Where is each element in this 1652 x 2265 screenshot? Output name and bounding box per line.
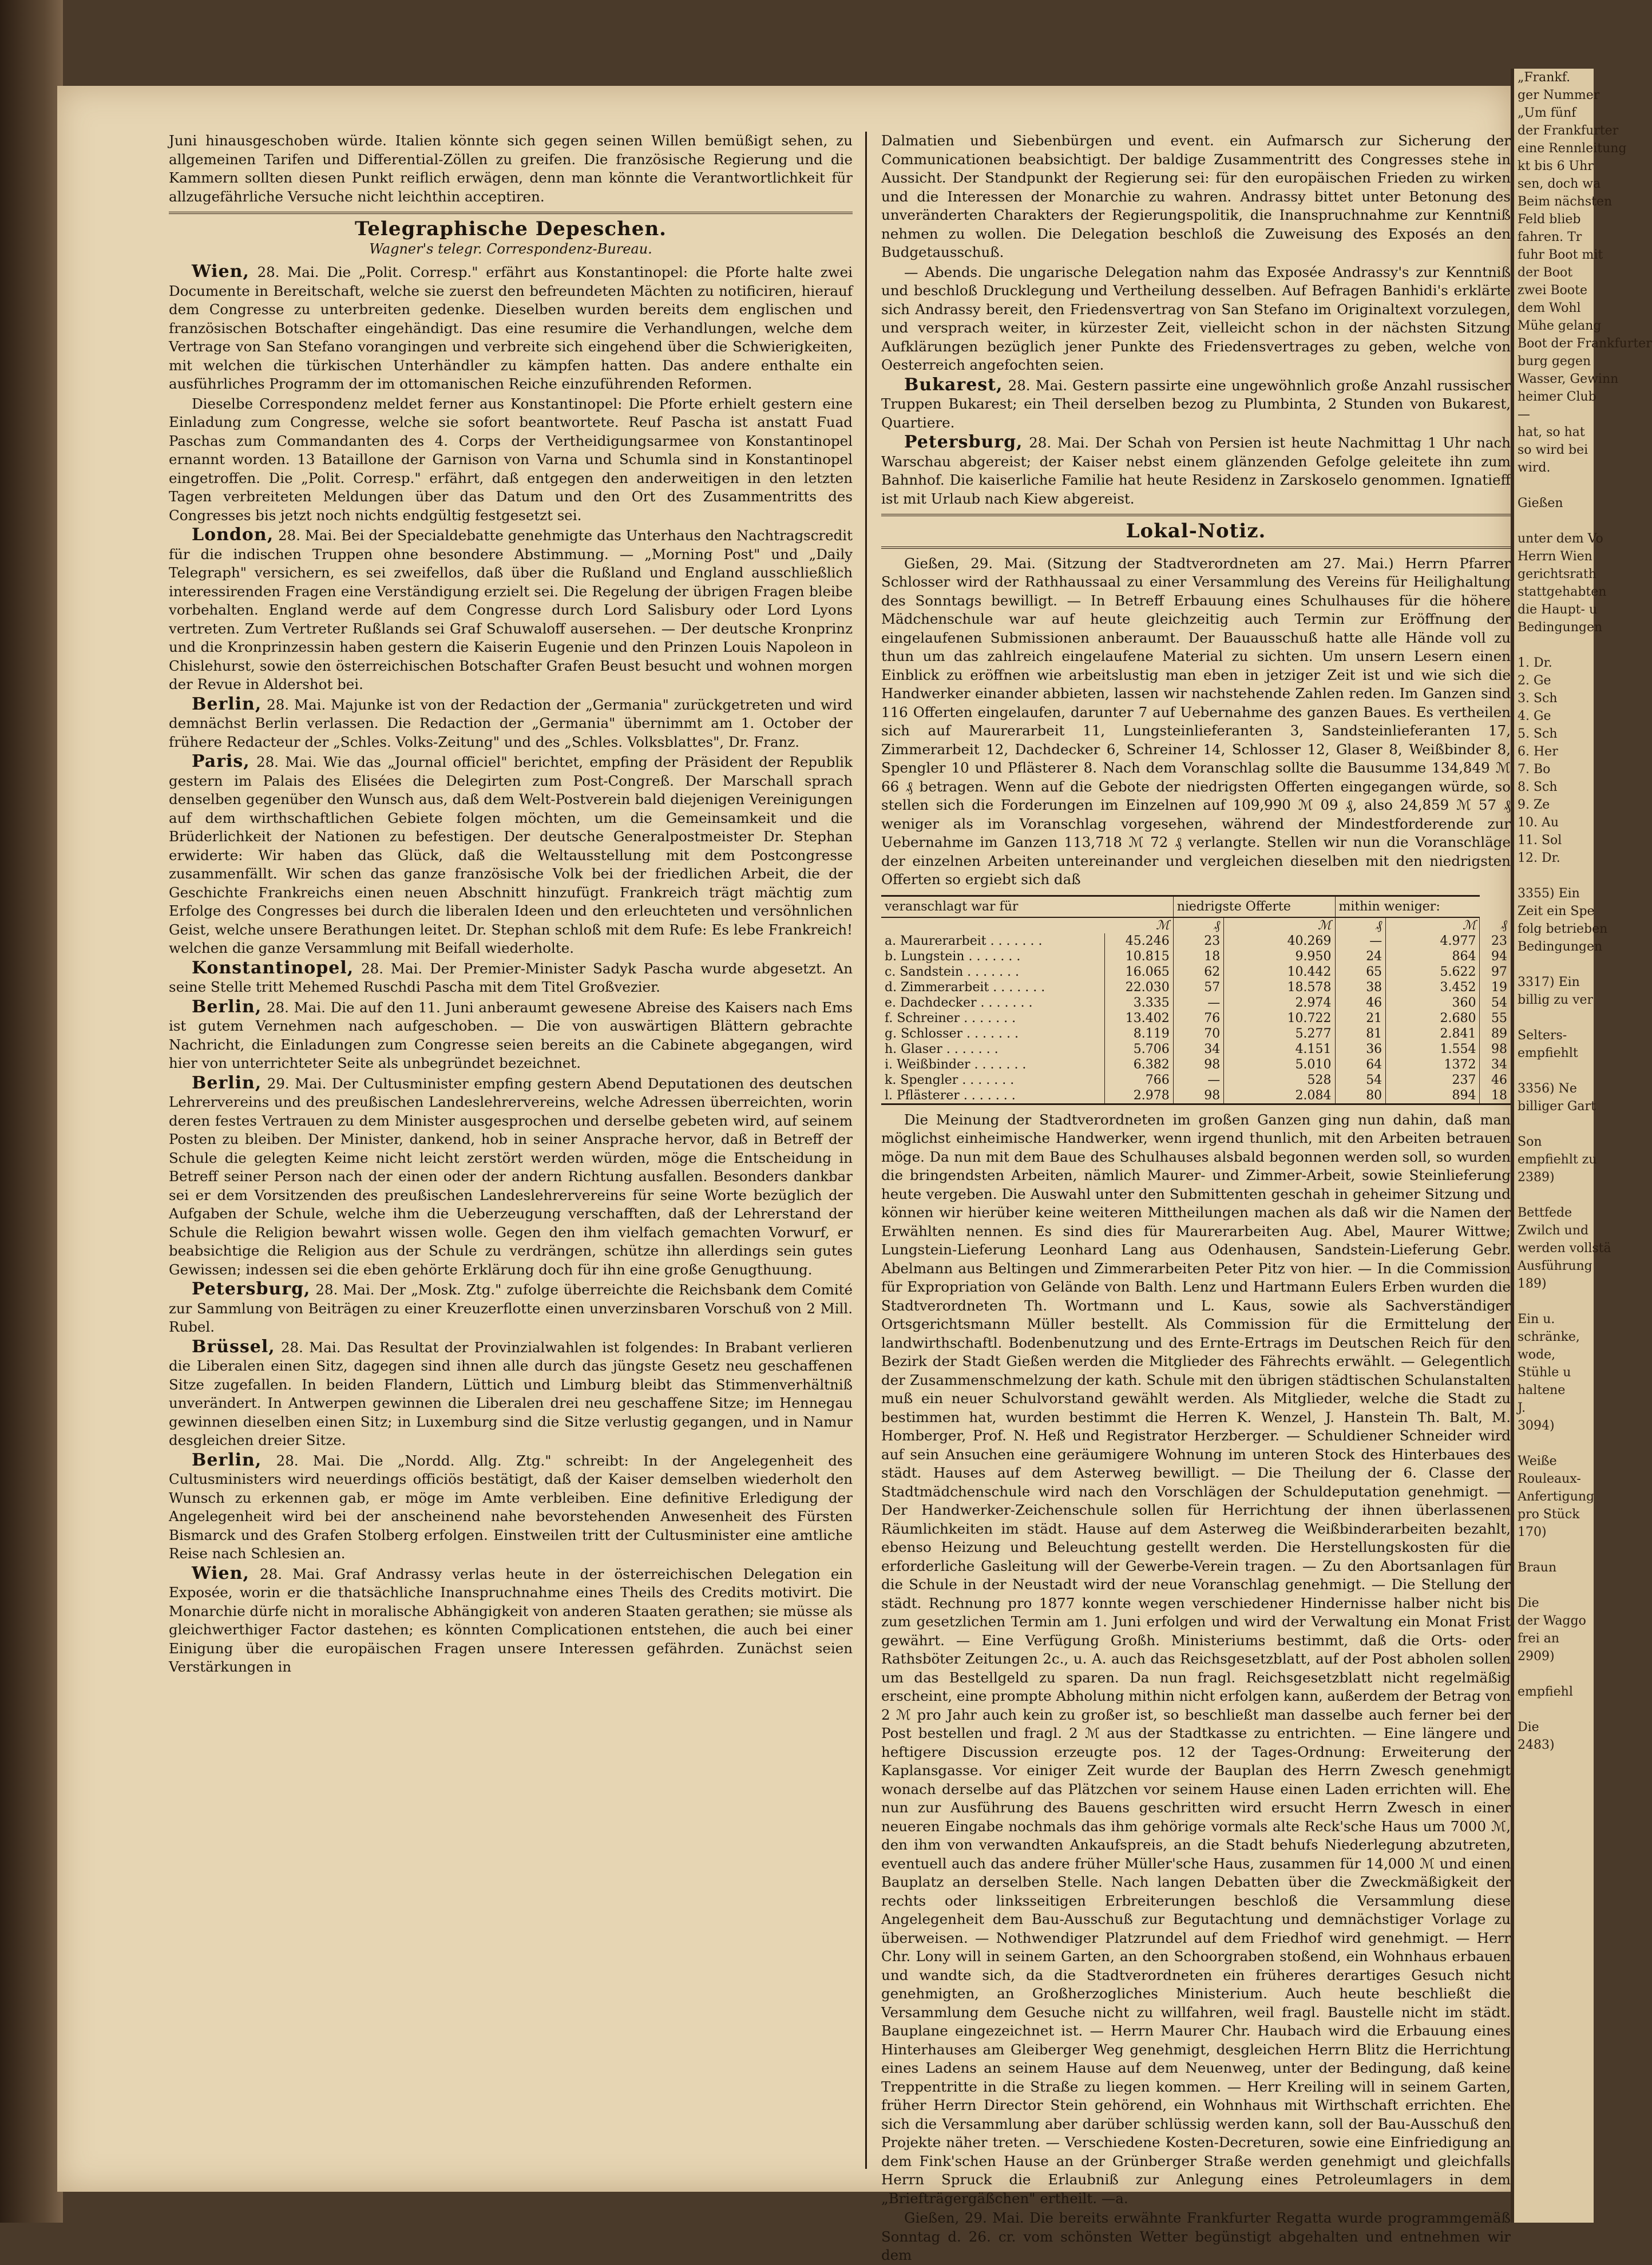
fragment-line: pro Stück	[1518, 1507, 1580, 1522]
dispatch-paragraph	[169, 753, 853, 958]
fragment-line: schränke,	[1518, 1330, 1580, 1344]
row-label: g. Schlosser . . . . . . .	[885, 1026, 1019, 1041]
fragment-line: —	[1518, 407, 1530, 422]
fragment-line: wird.	[1518, 461, 1551, 475]
cell-mw-p: 19	[1480, 980, 1511, 995]
fragment-line	[1514, 636, 1594, 654]
header-niedrigste: niedrigste Offerte	[1173, 896, 1335, 917]
unit-cell: ₰	[1173, 917, 1224, 933]
fragment-line: frei an	[1518, 1632, 1559, 1646]
fragment-line: dem Wohl	[1518, 301, 1581, 315]
fragment-line	[1514, 1062, 1594, 1080]
fragment-line	[1514, 1435, 1594, 1452]
cell-mw-p: 54	[1480, 995, 1511, 1011]
fragment-line: Braun	[1518, 1561, 1557, 1575]
fragment-line	[1514, 1293, 1594, 1310]
row-key: h.	[885, 1042, 897, 1056]
cell-va-p: 98	[1173, 1088, 1224, 1104]
dispatch-place: Petersburg,	[192, 1279, 311, 1299]
fragment-line	[1514, 1701, 1594, 1718]
fragment-line: sen, doch wa	[1518, 177, 1601, 191]
row-item: Maurerarbeit	[900, 933, 987, 948]
row-item: Schlosser	[901, 1026, 963, 1041]
row-label: h. Glaser . . . . . . .	[885, 1042, 999, 1056]
fragment-line: Rouleaux-	[1518, 1472, 1581, 1486]
fragment-line: heimer Club	[1518, 390, 1596, 404]
cell-no-p: 24	[1335, 949, 1386, 964]
fragment-line: Mühe gelang	[1518, 319, 1602, 333]
telegraph-subheading: Wagner's telegr. Correspondenz-Bureau.	[369, 240, 652, 257]
fragment-line	[1514, 1186, 1594, 1204]
cell-no-p: 81	[1335, 1026, 1386, 1042]
dispatch-paragraph	[169, 695, 853, 752]
fragment-line: 5. Sch	[1518, 727, 1558, 741]
dispatch-place: Berlin,	[192, 996, 262, 1017]
cell-va-m: 45.246	[1104, 933, 1173, 949]
unit-row	[881, 917, 1511, 933]
row-key: b.	[885, 949, 897, 964]
fragment-line: eine Rennleitung	[1518, 141, 1627, 156]
fragment-line: Boot der Frankfurter	[1518, 336, 1652, 351]
fragment-line: kt bis 6 Uhr	[1518, 159, 1594, 173]
dispatch-text: 28. Mai. Die auf den 11. Juni anberaumt gewesene Abreise des Kaisers nach Ems ist gutem Vernehmen nach aufgeschoben. — Die von auswärtigen Blättern gebrachte Nachricht, die Einladungen zum Congresse seien bereits an die Cabinete abgegangen, wird hier von unterrichteter Seite als unbegründet bezeichnet.	[169, 999, 853, 1071]
fragment-line: 11. Sol	[1518, 833, 1562, 848]
fragment-line: Wasser, Gewinn	[1518, 372, 1619, 386]
row-item: Pflästerer	[897, 1088, 960, 1103]
dispatch-text: Dieselbe Correspondenz meldet ferner aus Konstantinopel: Die Pforte erhielt gestern eine Einladung zum Congresse, welche sie sofort beantwortete. Reuf Pascha ist anstatt Fuad Paschas zum Commandanten des 4. Corps der Vertheidigungsarmee von Konstantinopel ernannt worden. 13 Bataillone der Garnison von Varna und Schumla sind in Konstantinopel eingetroffen. Die „Polit. Corresp." erfährt, daß entgegen den anderweitigen in den letzten Tagen verbreiteten Meldungen über das Datum und den Ort des Zusammentritts des Congresses bis jetzt noch nichts endgültig festgesetzt sei.	[169, 395, 853, 524]
cell-va-p: —	[1173, 995, 1224, 1011]
fragment-line: 2. Ge	[1518, 674, 1551, 688]
fragment-line: J.	[1518, 1401, 1526, 1415]
row-key: l.	[885, 1088, 893, 1103]
fragment-line: Bedingungen	[1518, 940, 1603, 954]
fragment-line: Selters-	[1518, 1028, 1567, 1043]
fragment-line	[1514, 867, 1594, 885]
row-label: i. Weißbinder . . . . . . .	[885, 1057, 1027, 1072]
cell-va-m: 766	[1104, 1072, 1173, 1088]
cell-va-p: 62	[1173, 964, 1224, 980]
row-item: Spengler	[900, 1072, 958, 1087]
left-column	[169, 132, 853, 2169]
row-item: Dachdecker	[900, 995, 977, 1010]
fragment-line: Die	[1518, 1720, 1539, 1735]
row-key: i.	[885, 1057, 893, 1072]
fragment-line: Ein u.	[1518, 1312, 1555, 1326]
cell-va-m: 6.382	[1104, 1057, 1173, 1072]
row-label: l. Pflästerer . . . . . . .	[881, 1088, 1104, 1104]
cell-no-m: 2.974	[1224, 995, 1335, 1011]
cell-va-p: 57	[1173, 980, 1224, 995]
fragment-line: Die	[1518, 1596, 1539, 1610]
unit-cell: ₰	[1335, 917, 1386, 933]
row-item: Weißbinder	[897, 1057, 970, 1072]
fragment-line: folg betrieben	[1518, 922, 1608, 936]
cell-va-m: 16.065	[1104, 964, 1173, 980]
cell-no-p: —	[1335, 933, 1386, 949]
cell-no-m: 5.277	[1224, 1026, 1335, 1042]
cell-no-m: 528	[1224, 1072, 1335, 1088]
row-key: e.	[885, 995, 897, 1010]
row-key: d.	[885, 980, 897, 995]
row-item: Sandstein	[900, 964, 964, 979]
fragment-line	[1514, 477, 1594, 494]
cell-mw-m: 4.977	[1386, 933, 1480, 949]
fragment-line: burg gegen	[1518, 354, 1591, 369]
fragment-line: 3. Sch	[1518, 691, 1558, 706]
dispatch-place: Paris,	[192, 751, 250, 771]
cell-va-m: 10.815	[1104, 949, 1173, 964]
fragment-line: 9. Ze	[1518, 798, 1550, 812]
fragment-line: Zwilch und	[1518, 1223, 1589, 1238]
newspaper-page	[57, 86, 1511, 2263]
cell-va-m: 8.119	[1104, 1026, 1173, 1042]
dispatch-text: 28. Mai. Bei der Specialdebatte genehmigte das Unterhaus den Nachtragscredit für die indischen Truppen ohne besondere Abstimmung. — „Morning Post" und „Daily Telegraph" versichern, es sei zweifellos, daß über die Rußland und England ausschließlich interessirenden Fragen eine Verständigung erzielt sei. Die Regelung der übrigen Fragen bleibe vorbehalten. England werde auf dem Congresse durch Lord Salisbury oder Lord Lyons vertreten. Zum Vertreter Rußlands sei Graf Schuwaloff ausersehen. — Der deutsche Kronprinz und die Kronprinzessin haben gestern die Kaiserin Eugenie und den Prinzen Louis Napoleon in Chislehurst, sowie den österreichischen Botschafter Grafen Beust besucht und wohnen morgen der Revue in Aldershot bei.	[169, 527, 853, 692]
cell-mw-p: 98	[1480, 1042, 1511, 1057]
fragment-line: so wird bei	[1518, 443, 1588, 457]
row-key: a.	[885, 933, 897, 948]
cell-mw-p: 34	[1480, 1057, 1511, 1072]
fragment-line: Bedingungen	[1518, 620, 1603, 635]
cell-mw-p: 23	[1480, 933, 1511, 949]
table-row	[881, 949, 1511, 964]
fragment-line: 10. Au	[1518, 815, 1559, 830]
dispatch-text: 29. Mai. Der Cultusminister empfing gestern Abend Deputationen des deutschen Lehrervereins und des preußischen Landeslehrervereins, welche Adressen überreichten, worin deren festes Vertrauen zu dem Minister ausgesprochen und derselbe gebeten wird, auf seinem Posten zu bleiben. Der Minister, dankend, hob in seiner Ansprache hervor, daß in Betreff der Schule die gelegten Keime nicht leicht zerstört werden würden, möge die Entscheidung in Betreff seiner Person nach der einen oder der andern Richtung ausfallen. Besonders dankbar sei er dem Vorsitzenden des preußischen Landeslehrervereins für seine Worte bezüglich der Aufgaben der Schule, welche ihm die Ueberzeugung verschafften, daß der Lehrerstand der Schule die Religion bewahrt wissen wolle. Gegen den ihm vielfach gemachten Vorwurf, er beabsichtige die Religion aus der Schule zu verdrängen, schütze ihn allerdings sein gutes Gewissen; indessen sei die eben gehörte Erklärung doch für ihn eine große Genugthuung.	[169, 1075, 853, 1278]
cell-va-m: 2.978	[1104, 1088, 1173, 1104]
unit-cell: ₰	[1480, 917, 1511, 933]
dispatch-place: London,	[192, 525, 274, 545]
table-row	[881, 980, 1511, 995]
fragment-line: Beim nächsten	[1518, 195, 1613, 209]
fragment-line: 2909)	[1518, 1649, 1555, 1664]
fragment-line: empfiehlt zu	[1518, 1153, 1597, 1167]
cell-mw-p: 55	[1480, 1011, 1511, 1026]
adjacent-page-fragment	[1511, 69, 1652, 2223]
fragment-line: 1. Dr.	[1518, 656, 1552, 670]
fragment-line: werden vollstä	[1518, 1241, 1611, 1256]
cost-table-body	[881, 917, 1511, 1104]
cell-va-p: 70	[1173, 1026, 1224, 1042]
dispatch-text: 28. Mai. Der Premier-Minister Sadyk Pascha wurde abgesetzt. An seine Stelle tritt Mehemed Ruschdi Pascha mit dem Titel Großvezier.	[169, 960, 853, 995]
row-label: f. Schreiner . . . . . . .	[885, 1011, 1016, 1025]
cell-mw-m: 3.452	[1386, 980, 1480, 995]
section-rule	[169, 212, 853, 214]
fragment-line: 170)	[1518, 1525, 1547, 1539]
fragment-line: Feld blieb	[1518, 212, 1581, 227]
table-row	[881, 1042, 1511, 1057]
fragment-line: Weiße	[1518, 1454, 1557, 1468]
row-label: e. Dachdecker . . . . . . .	[885, 995, 1033, 1010]
row-label: b. Lungstein . . . . . . .	[885, 949, 1021, 964]
fragment-line: 7. Bo	[1518, 762, 1551, 777]
table-row	[881, 1088, 1511, 1104]
fragment-line: Gießen	[1518, 496, 1563, 510]
unit-cell: ℳ	[1386, 917, 1480, 933]
dispatch-paragraph	[169, 395, 853, 525]
fragment-line: 3094)	[1518, 1419, 1555, 1433]
column-divider	[865, 132, 867, 2169]
dispatch-paragraph	[169, 1074, 853, 1280]
dispatch-list	[169, 263, 853, 1677]
unit-spacer	[881, 917, 1104, 933]
fragment-line: der Waggo	[1518, 1614, 1586, 1628]
dispatch-place: Berlin,	[192, 1450, 262, 1470]
dispatch-text: 28. Mai. Wie das „Journal officiel" berichtet, empfing der Präsident der Republik gestern im Palais des Elisées die Delegirten zum Post-Congreß. Der Marschall sprach denselben gegenüber den Wunsch aus, daß dem Welt-Postverein bald diejenigen Vereinigungen auf dem wirthschaftlichen Gebiete folgen möchten, um die Gemeinsamkeit und die Brüderlichkeit der Nationen zu befestigen. Der deutsche Generalpostmeister Dr. Stephan erwiderte: Wir haben das Glück, daß die Weltausstellung mit dem Postcongresse zusammenfällt. Wir schen das ganze französische Volk bei der friedlichen Arbeit, die der Geschichte Frankreichs einen neuen Abschnitt hinzufügt. Frankreich trägt mächtig zum Erfolge des Congresses bei durch die liberalen Ideen und den erleuchteten und versöhnlichen Geist, welche unsere Berathungen leitet. Dr. Stephan schloß mit dem Rufe: Es lebe Frankreich! welchen die ganze Versammlung mit Beifall wiederholte.	[169, 754, 853, 956]
dispatch-place: Konstantinopel,	[192, 957, 354, 978]
row-label: d. Zimmerarbeit . . . . . . .	[885, 980, 1045, 995]
fragment-line: 3356) Ne	[1518, 1082, 1577, 1096]
cell-mw-p: 94	[1480, 949, 1511, 964]
unit-cell: ℳ	[1156, 918, 1170, 933]
cell-no-m: 4.151	[1224, 1042, 1335, 1057]
cell-va-m: 3.335	[1104, 995, 1173, 1011]
cell-mw-m: 2.841	[1386, 1026, 1480, 1042]
intro-paragraph: Juni hinausgeschoben würde. Italien könnte sich gegen seinen Willen bemüßigt sehen, zu allgemeinen Tarifen und Differential-Zöllen zu greifen. Die französische Regierung und die Kammern sollten diesen Punkt reiflich erwägen, denn man könnte die Verantwortlichkeit für allzugefährliche Versuche nicht leichthin acceptiren.	[169, 132, 853, 205]
section-rule-local	[881, 514, 1511, 516]
fragment-line: stattgehabten	[1518, 585, 1607, 599]
cell-no-p: 36	[1335, 1042, 1386, 1057]
dispatch-paragraph	[881, 433, 1511, 508]
fragment-line: 189)	[1518, 1277, 1547, 1291]
table-row	[881, 1057, 1511, 1072]
fragment-line	[1514, 1541, 1594, 1559]
fragment-line: billig zu ver	[1518, 993, 1594, 1007]
cell-va-p: 76	[1173, 1011, 1224, 1026]
dispatch-place: Berlin,	[192, 694, 262, 714]
cell-no-p: 54	[1335, 1072, 1386, 1088]
fragment-line: Anfertigung	[1518, 1490, 1595, 1504]
fragment-line: der Frankfurter	[1518, 124, 1619, 138]
dispatch-text: 28. Mai. Der „Mosk. Ztg." zufolge überreichte die Reichsbank dem Comité zur Sammlung von Beiträgen zu einer Kreuzerflotte einen unverzinsbaren Vorschuß von 2 Mill. Rubel.	[169, 1281, 853, 1335]
row-key: c.	[885, 964, 896, 979]
cell-no-p: 65	[1335, 964, 1386, 980]
dispatch-paragraph	[169, 1338, 853, 1450]
table-row	[881, 995, 1511, 1011]
right-column	[881, 132, 1511, 2263]
abends-paragraph: — Abends. Die ungarische Delegation nahm das Exposée Andrassy's zur Kenntniß und beschloß Drucklegung und Vertheilung desselben. Auf Befragen Banhidi's erklärte sich Andrassy bereit, den Friedensvertrag von San Stefano im Originaltext vorzulegen, und versprach weiter, in kürzester Zeit, vielleicht schon in der nächsten Sitzung Aufklärungen bezüglich jener Punkte des Friedensvertrages zu geben, welche von Oesterreich angefochten seien.	[881, 263, 1511, 373]
fragment-line: Zeit ein Spe	[1518, 904, 1595, 918]
fragment-line: 12. Dr.	[1518, 851, 1560, 865]
fragment-line: 3317) Ein	[1518, 975, 1580, 989]
dispatch-text: 28. Mai. Graf Andrassy verlas heute in der österreichischen Delegation ein Exposée, worin er die thatsächliche Inanspruchnahme eines Theils des Credits motivirt. Die Monarchie dürfe nicht in moralische Abhängigkeit von anderen Staaten gerathen; sie müsse als gleichwerthiger Factor dastehen; es könnten Complicationen entstehen, die auch bei einer Einigung über die europäischen Fragen unsere Interessen gefährden. Zunächst seien Verstärkungen in	[169, 1565, 853, 1675]
cell-mw-m: 1372	[1386, 1057, 1480, 1072]
fragment-line: Herrn Wien	[1518, 549, 1592, 564]
dispatch-paragraph	[169, 1451, 853, 1563]
fragment-line: 3355) Ein	[1518, 886, 1580, 901]
local-intro: Gießen, 29. Mai. (Sitzung der Stadtverordneten am 27. Mai.) Herrn Pfarrer Schlosser wird der Rathhaussaal zu einer Versammlung des Vereins für Heilighaltung des Sonntags bewilligt. — In Betreff Erbauung eines Schulhauses für die höhere Mädchenschule war auf heute gleichzeitig auch Termin zur Eröffnung der eingelaufenen Submissionen anberaumt. Der Bauausschuß hatte alle Hände voll zu thun um das zahlreich eingelaufene Material zu sichten. Um unsern Lesern einen Einblick zu eröffnen wie arbeitslustig man eben in jetziger Zeit ist und wie sich die Handwerker einander abbieten, lassen wir nachstehende Zahlen reden. Im Ganzen sind 116 Offerten eingelaufen, darunter 7 auf Uebernahme des ganzen Baues. Es vertheilen sich auf Maurerarbeit 11, Lungsteinlieferanten 3, Sandsteinlieferanten 17, Zimmerarbeit 12, Dachdecker 6, Schreiner 14, Schlosser 12, Glaser 8, Weißbinder 8, Spengler 10 und Pflästerer 8. Nach dem Voranschlag sollte die Bausumme 134,849 ℳ 66 ₰ betragen. Wenn auf die Gebote der niedrigsten Offerten eingegangen würde, so stellen sich die Forderungen im Einzelnen auf 109,990 ℳ 09 ₰, also 24,859 ℳ 57 ₰ weniger als im Voranschlag vorgesehen, während der Mindestforderende zur Uebernahme im Ganzen 113,718 ℳ 72 ₰ verlangte. Stellen wir nun die Voranschläge der einzelnen Arbeiten untereinander und vergleichen dieselben mit den niedrigsten Offerten so ergiebt sich daß	[881, 555, 1511, 888]
dispatch-paragraph	[881, 376, 1511, 433]
cell-mw-m: 1.554	[1386, 1042, 1480, 1057]
row-item: Zimmerarbeit	[901, 980, 989, 995]
fragment-line: Son	[1518, 1135, 1542, 1149]
cell-no-m: 10.442	[1224, 964, 1335, 980]
dispatch-place: Petersburg,	[904, 432, 1023, 452]
fragment-line: haltene	[1518, 1383, 1566, 1397]
dispatch-text: 28. Mai. Gestern passirte eine ungewöhnlich große Anzahl russischer Truppen Bukarest; ein Theil derselben bezog zu Plumbinta, 2 Stunden von Bukarest, Quartiere.	[881, 377, 1511, 431]
cell-va-p: 98	[1173, 1057, 1224, 1072]
dispatch-place: Wien,	[192, 1563, 249, 1583]
fragment-line: billiger Gart	[1518, 1099, 1596, 1114]
cell-no-p: 46	[1335, 995, 1386, 1011]
cell-no-p: 21	[1335, 1011, 1386, 1026]
fragment-line: der Boot	[1518, 266, 1573, 280]
section-rule-local-2	[881, 547, 1511, 549]
cell-no-m: 18.578	[1224, 980, 1335, 995]
fragment-line: ger Nummer	[1518, 88, 1600, 102]
cell-no-p: 64	[1335, 1057, 1386, 1072]
cell-va-m: 13.402	[1104, 1011, 1173, 1026]
row-label: a. Maurerarbeit . . . . . . .	[885, 933, 1043, 948]
dispatch-text: 28. Mai. Die „Polit. Corresp." erfährt aus Konstantinopel: die Pforte halte zwei Documente in Bereitschaft, welche sie zuerst den befreundeten Mächten zu notificiren, hierauf dem Congresse zu unterbreiten gedenke. Dieselben wurden bereits dem englischen und französischen Botschafter eingehändigt. Das eine resumire die Verhandlungen, welche dem Vertrage von San Stefano vorangingen und verbreite sich eingehend über die Schwierigkeiten, mit welchen die türkischen Unterhändler zu kämpfen hatten. Das andere enthalte ein ausführliches Programm der im ottomanischen Reiche einzuführenden Reformen.	[169, 264, 853, 392]
dispatch-text: 28. Mai. Die „Nordd. Allg. Ztg." schreibt: In der Angelegenheit des Cultusministers wird neuerdings officiös bestätigt, daß der Kaiser demselben wiederholt den Wunsch zu erkennen gab, er möge im Amte verbleiben. Eine definitive Erledigung der Angelegenheit wird bei der anscheinend nahe bevorstehenden Anwesenheit des Fürsten Bismarck und des Grafen Stolberg erfolgen. Einstweilen tritt der Cultusminister eine amtliche Reise nach Schlesien an.	[169, 1452, 853, 1562]
continuation-paragraph: Dalmatien und Siebenbürgen und event. ein Aufmarsch zur Sicherung der Communicationen beabsichtigt. Der baldige Zusammentritt des Congresses stehe in Aussicht. Der Standpunkt der Regierung sei: für den europäischen Frieden zu wirken und die Interessen der Monarchie zu wahren. Andrassy bittet unter Betonung des unveränderten Charakters der Regierungspolitik, die Inanspruchnahme zur Kenntniß nehmen zu wollen. Die Delegation beschloß die Zuweisung des Exposés an den Budgetausschuß.	[881, 132, 1511, 260]
fragment-line	[1514, 1665, 1594, 1683]
cell-no-m: 10.722	[1224, 1011, 1335, 1026]
row-item: Schreiner	[897, 1011, 960, 1025]
cell-va-p: —	[1173, 1072, 1224, 1088]
dispatch-text: 28. Mai. Majunke ist von der Redaction der „Germania" zurückgetreten und wird demnächst Berlin verlassen. Die Redaction der „Germania" übernimmt am 1. October der frühere Redacteur der „Schles. Volks-Zeitung" und des „Schles. Volksblattes", Dr. Franz.	[169, 696, 853, 750]
cell-va-m: 5.706	[1104, 1042, 1173, 1057]
fragment-line: Bettfede	[1518, 1206, 1572, 1220]
cell-mw-m: 2.680	[1386, 1011, 1480, 1026]
cell-mw-p: 46	[1480, 1072, 1511, 1088]
fragment-line: 6. Her	[1518, 745, 1558, 759]
dispatch-paragraph	[169, 1565, 853, 1677]
cell-no-m: 9.950	[1224, 949, 1335, 964]
cell-mw-m: 894	[1386, 1088, 1480, 1104]
fragment-line: die Haupt- u	[1518, 603, 1598, 617]
cell-va-p: 23	[1173, 933, 1224, 949]
cell-no-p: 38	[1335, 980, 1386, 995]
dispatch-place: Brüssel,	[192, 1336, 275, 1357]
cell-mw-p: 97	[1480, 964, 1511, 980]
row-key: k.	[885, 1072, 897, 1087]
row-item: Glaser	[901, 1042, 942, 1056]
cell-va-p: 18	[1173, 949, 1224, 964]
dispatch-list-right	[881, 376, 1511, 509]
row-key: f.	[885, 1011, 893, 1025]
telegraph-heading: Telegraphische Depeschen.	[354, 217, 667, 240]
table-row	[881, 1026, 1511, 1042]
fragment-line: 4. Ge	[1518, 709, 1551, 723]
table-row	[881, 1072, 1511, 1088]
cell-no-m: 40.269	[1224, 933, 1335, 949]
fragment-line: 2389)	[1518, 1170, 1555, 1185]
fragment-line: zwei Boote	[1518, 283, 1587, 298]
fragment-line	[1514, 956, 1594, 973]
fragment-line: unter dem Vo	[1518, 532, 1603, 546]
cell-mw-m: 360	[1386, 995, 1480, 1011]
header-weniger: mithin weniger:	[1335, 896, 1480, 917]
header-veranschlagt: veranschlagt war für	[881, 896, 1173, 917]
cell-va-p: 34	[1173, 1042, 1224, 1057]
fragment-line: empfiehl	[1518, 1685, 1573, 1699]
fragment-line: „Frankf.	[1518, 70, 1571, 85]
dispatch-place: Berlin,	[192, 1072, 262, 1093]
fragment-line: fahren. Tr	[1518, 230, 1582, 244]
fragment-line: fuhr Boot mit	[1518, 248, 1603, 262]
local-body: Die Meinung der Stadtverordneten im großen Ganzen ging nun dahin, daß man möglichst einheimische Handwerker, wenn irgend thunlich, mit den Arbeiten betrauen möge. Da nun mit dem Baue des Schulhauses alsbald begonnen werden soll, so wurden die bringendsten Arbeiten, nämlich Maurer- und Zimmer-Arbeit, sowie Steinlieferung heute vergeben. Die Auswahl unter den Submittenten geschah in geheimer Sitzung und können wir hierüber keine weiteren Mittheilungen machen als daß wir die Namen der Erwählten nennen. Es sind dies für Maurerarbeiten Aug. Abel, Maurer Wittwe; Lungstein-Lieferung Leonhard Lang aus Odenhausen, Sandstein-Lieferung Gebr. Abelmann aus Beltingen und Zimmerarbeiten Peter Pitz von hier. — In die Commission für Expropriation von Gelände von Balth. Lenz und Hartmann Eulers Erben wurden die Stadtverordneten Th. Wortmann und L. Kaus, sowie als Sachverständiger Ortsgerichtsmann Müller bestellt. Als Commission für die Ermittelung der landwirthschaftl. Bodenbenutzung und des Ernte-Ertrags im Deutschen Reich für den Bezirk der Stadt Gießen werden die Mitglieder des Fährechts erwählt. — Gelegentlich der Zusammenschmelzung der kath. Schule mit den übrigen städtischen Schulanstalten muß ein neuer Schulvorstand gewählt werden. Als Mitglieder, welche die Stadt zu bestimmen hat, wurden bestimmt die Herren K. Wenzel, J. Hanstein Th. Balt, M. Homberger, Prof. N. Heß und Registrator Herzberger. — Schuldiener Schneider wird auf sein Ansuchen eine geräumigere Wohnung im unteren Stock des Hinterbaues des städt. Hauses auf dem Asterweg bewilligt. — Die Theilung der 6. Classe der Stadtmädchenschule wird nach den Vorschlägen der Schuldeputation genehmigt. — Der Handwerker-Zeichenschule sollen für Herrichtung der ihnen überlassenen Räumlichkeiten im städt. Hause auf dem Asterweg die Weißbinderarbeiten bezahlt, ebenso Heizung und Beleuchtung gestellt werden. Die Herstellungskosten für die erforderliche Gasleitung will der Gewerbe-Verein tragen. — Zu den Abortsanlagen für die Schule in der Neustadt wird der neue Voranschlag genehmigt. — Die Stellung der städt. Rechnung pro 1877 konnte wegen verschiedener Hindernisse halber nicht bis zum gesetzlichen Termin am 1. Juni erfolgen und wird der Verwaltung ein Monat Frist gewährt. — Eine Verfügung Großh. Ministeriums bestimmt, daß die Orts- oder Rathsböter Zeitungen 2c., u. A. auch das Reichsgesetzblatt, auf der Post abholen sollen um das Bestellgeld zu sparen. Da nun fragl. Reichsgesetzblatt nicht regelmäßig erscheint, eine prompte Abholung mithin nicht erfolgen kann, außerdem der Betrag von 2 ℳ pro Jahr auch kein zu großer ist, so beschließt man dasselbe auch ferner bei der Post bestellen und fragl. 2 ℳ aus der Stadtkasse zu entrichten. — Eine längere und heftigere Discussion erzeugte pos. 12 der Tages-Ordnung: Erweiterung der Kaplansgasse. Vor einiger Zeit wurde der Bauplan des Herrn Zwesch genehmigt wonach derselbe auf das Plätzchen vor seinem Hause einen Laden errichten will. Ehe nun zur Ausführung des Bauens geschritten wird ersucht Herrn Zwesch in einer neueren Eingabe nochmals das ihm gehörige vormals alte Reck'sche Haus um 7000 ℳ, den ihm von verwandten Ankaufspreis, an die Stadt behufs Niederlegung abzutreten, eventuell auch das andere früher Müller'sche Haus, zusammen für 14,000 ℳ und einen Bauplatz an derselben Stelle. Nach langen Debatten über die Zweckmäßigkeit der rechts oder linksseitigen Erbreiterungen beschloß die Versammlung diese Angelegenheit dem Bau-Ausschuß zur Begutachtung und demnächstiger Vorlage zu überweisen. — Nothwendiger Platzrundel auf dem Friedhof wird genehmigt. — Herr Chr. Lony will in seinem Garten, an den Schoorgraben stoßend, ein Wohnhaus erbauen und wandte sich, da die Stadtverordneten ein früheres derartiges Gesuch nicht genehmigten, an Großherzogliches Ministerium. Auch heute beschließt die Versammlung dem Gesuche nicht zu willfahren, weil fragl. Baustelle nicht im städt. Bauplane eingezeichnet ist. — Herrn Maurer Chr. Haubach wird die Erbauung eines Hinterhauses am Gleiberger Weg genehmigt, desgleichen Herrn Blitz die Herrichtung eines Ladens an seinem Hause auf dem Neuenweg, unter der Bedingung, daß keine Treppentritte in die Straße zu liegen kommen. — Herr Kreiling will in seinem Garten, früher Herrn Director Stein gehörend, ein Wohnhaus mit Wirthschaft errichten. Ehe sich die Versammlung aber darüber schlüssig werden kann, soll der Bau-Ausschuß den Projekte näher treten. — Verschiedene Kosten-Decreturen, sowie eine Einfriedigung an dem Fink'schen Hause an der Grünberger Straße werden genehmigt und gleichfalls Herrn Spruck die Erlaubniß zur Anlegung eines Petroleumlagers in dem „Briefträgergäßchen" ertheilt. —a.	[881, 1111, 1511, 2207]
cell-mw-p: 18	[1480, 1088, 1511, 1104]
final-paragraph: Gießen, 29. Mai. Die bereits erwähnte Frankfurter Regatta wurde programmgemäß Sonntag d. 26. cr. vom schönsten Wetter begünstigt abgehalten und entnehmen wir dem	[881, 2209, 1511, 2263]
table-row	[881, 964, 1511, 980]
fragment-line: Ausführung	[1518, 1259, 1592, 1273]
fragment-line	[1514, 512, 1594, 530]
dispatch-place: Bukarest,	[904, 374, 1003, 395]
dispatch-place: Wien,	[192, 262, 249, 282]
cost-table-header	[881, 896, 1511, 917]
cell-mw-m: 864	[1386, 949, 1480, 964]
fragment-line: hat, so hat	[1518, 425, 1585, 439]
cell-mw-m: 5.622	[1386, 964, 1480, 980]
fragment-line: Stühle u	[1518, 1365, 1571, 1380]
dispatch-text: 28. Mai. Das Resultat der Provinzialwahlen ist folgendes: In Brabant verlieren die Liberalen einen Sitz, dagegen sind ihnen alle durch das jüngste Gesetz neu geschaffenen Sitze zugefallen. In beiden Flandern, Lüttich und Limburg bleibt das Stimmenverhältniß unverändert. In Antwerpen gewinnen die Liberalen drei neu geschaffene Sitze; im Hennegau gewinnen dieselben einen Sitz; in Luxemburg sind die Sitze verlustig gegangen, und in Namur desgleichen dreier Sitze.	[169, 1339, 853, 1448]
fragment-line	[1514, 1577, 1594, 1594]
row-key: g.	[885, 1026, 897, 1041]
dispatch-paragraph	[169, 998, 853, 1073]
cell-mw-m: 237	[1386, 1072, 1480, 1088]
table-row	[881, 1011, 1511, 1026]
fragment-line: 2483)	[1518, 1738, 1555, 1752]
fragment-line: wode,	[1518, 1348, 1556, 1362]
dispatch-text: 28. Mai. Der Schah von Persien ist heute Nachmittag 1 Uhr nach Warschau abgereist; der Kaiser nebst einem glänzenden Gefolge geleitete ihn zum Bahnhof. Die kaiserliche Familie hat heute Residenz in Zarskoselo genommen. Ignatieff ist mit Urlaub nach Kiew abgereist.	[881, 434, 1511, 507]
fragment-line: gerichtsrath	[1518, 567, 1596, 581]
fragment-line	[1514, 1115, 1594, 1133]
row-label: c. Sandstein . . . . . . .	[885, 964, 1020, 979]
fragment-line: 8. Sch	[1518, 780, 1558, 794]
table-row	[881, 933, 1511, 949]
cell-no-m: 2.084	[1224, 1088, 1335, 1104]
local-heading: Lokal-Notiz.	[1126, 520, 1266, 543]
fragment-line	[1514, 1009, 1594, 1027]
book-binding	[0, 0, 63, 2223]
cost-table	[881, 895, 1511, 1105]
fragment-line: „Um fünf	[1518, 106, 1576, 120]
row-label: k. Spengler . . . . . . .	[885, 1072, 1015, 1087]
unit-cell: ℳ	[1224, 917, 1335, 933]
dispatch-paragraph	[169, 263, 853, 394]
dispatch-paragraph	[169, 959, 853, 997]
dispatch-paragraph	[169, 1280, 853, 1337]
cell-no-m: 5.010	[1224, 1057, 1335, 1072]
cell-mw-p: 89	[1480, 1026, 1511, 1042]
dispatch-paragraph	[169, 526, 853, 694]
row-item: Lungstein	[901, 949, 965, 964]
fragment-line: empfiehlt	[1518, 1046, 1578, 1060]
cell-no-p: 80	[1335, 1088, 1386, 1104]
cell-va-m: 22.030	[1104, 980, 1173, 995]
